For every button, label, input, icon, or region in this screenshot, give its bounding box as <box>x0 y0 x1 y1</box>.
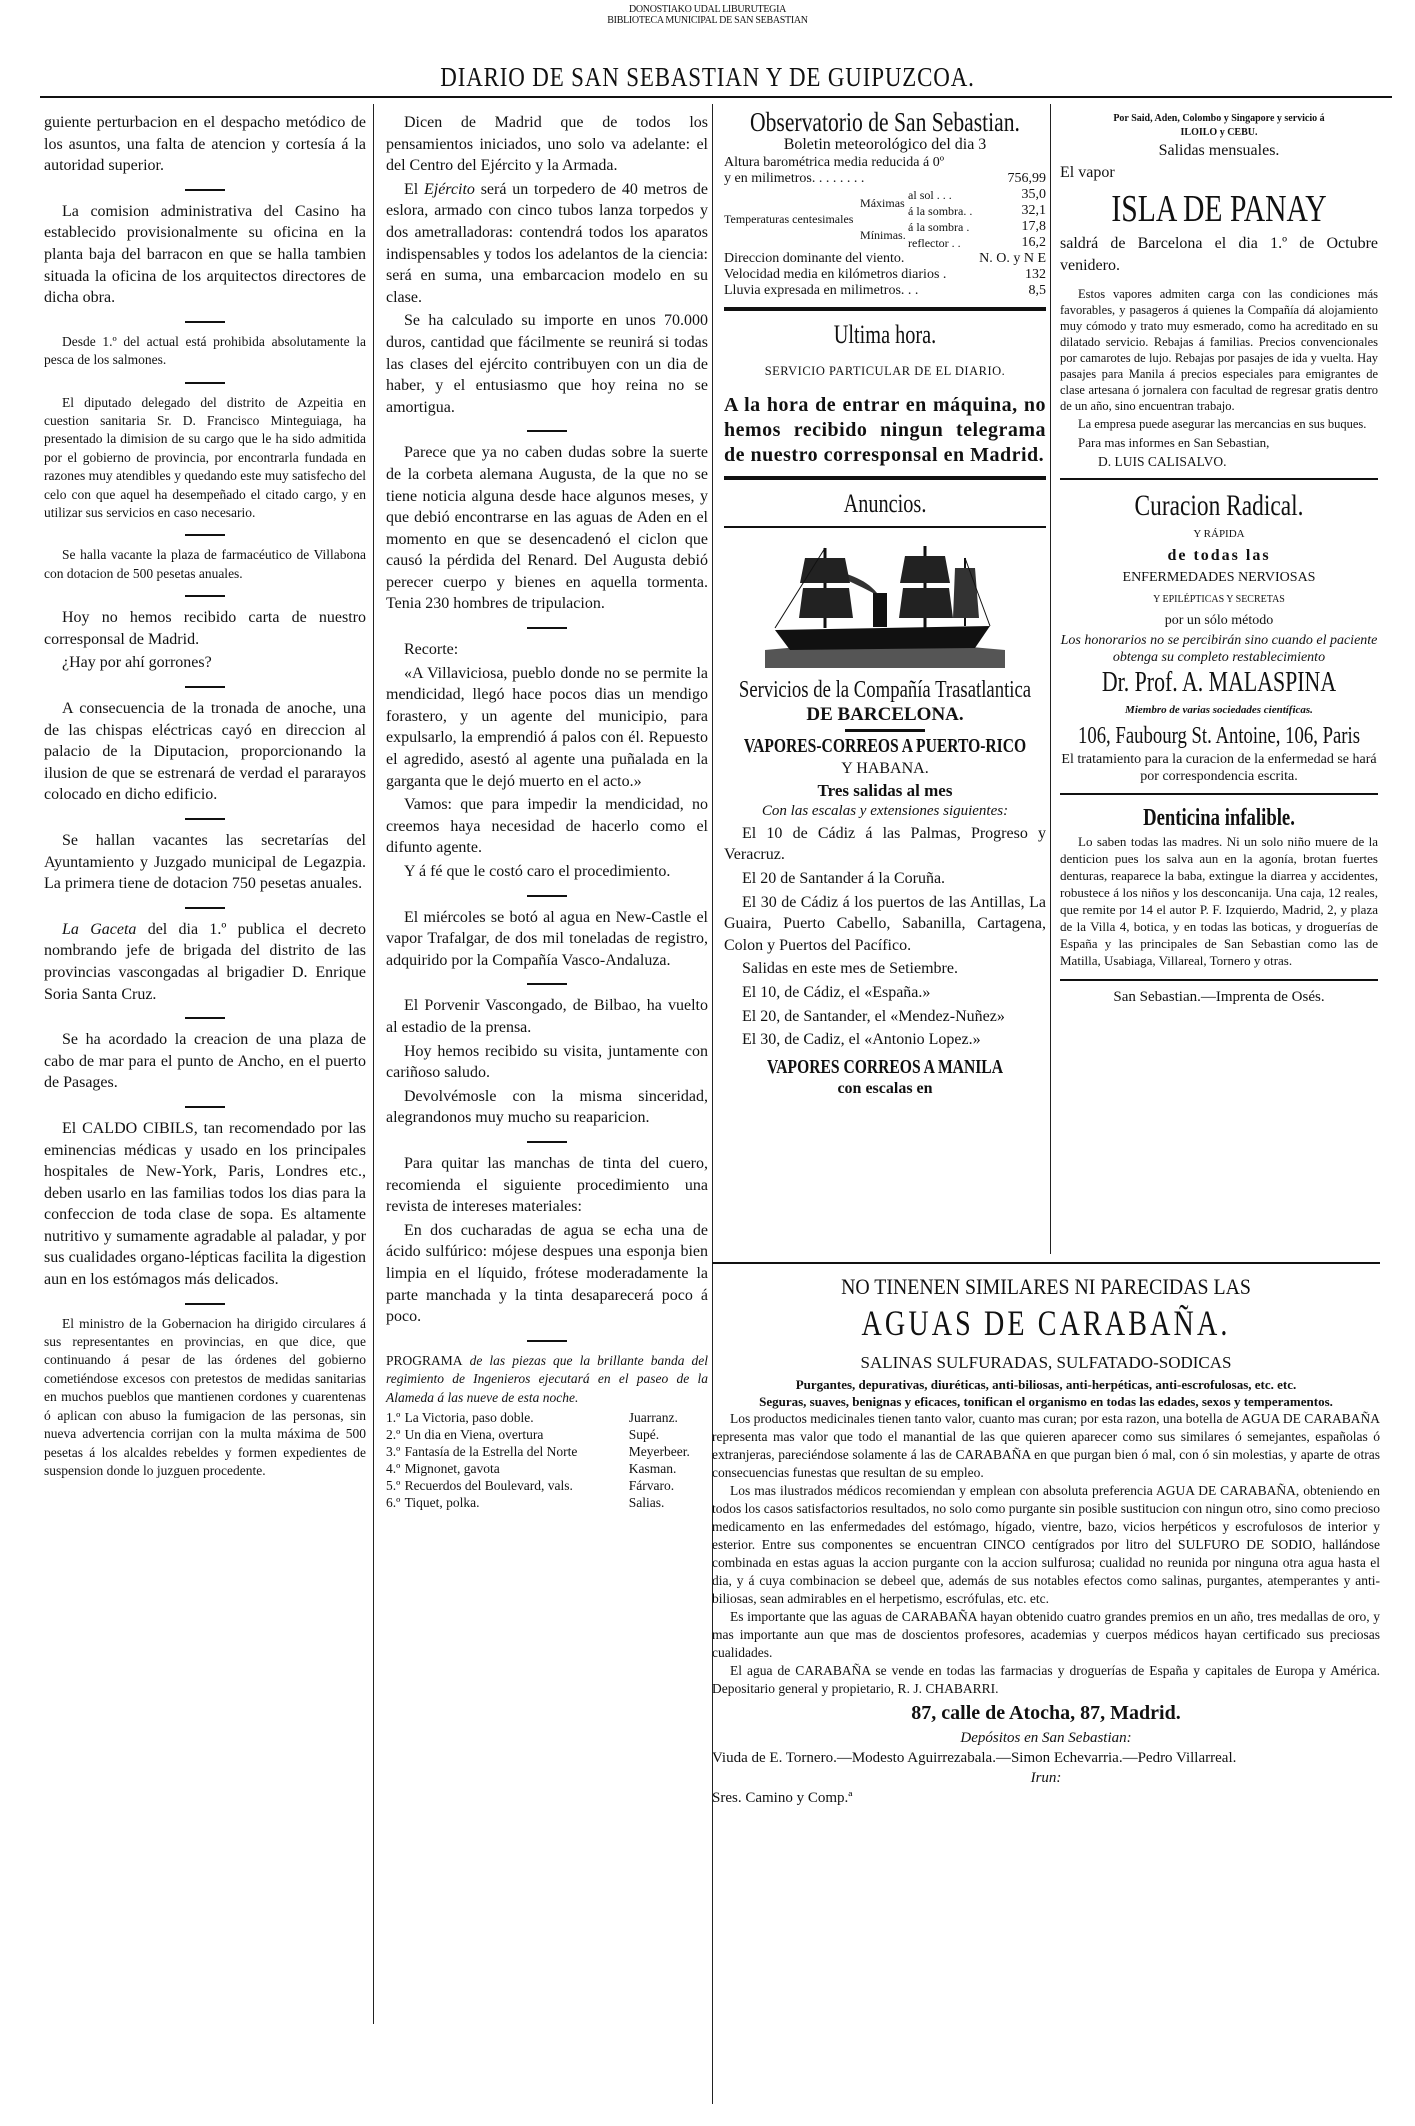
denticina-title: Denticina infalible. <box>1143 805 1295 832</box>
item-composer: Kasman. <box>628 1460 677 1476</box>
schedule-line: Salidas en este mes de Setiembre. <box>742 960 958 978</box>
separator <box>185 382 225 384</box>
separator <box>527 1141 567 1143</box>
steamship-illustration <box>765 538 1005 668</box>
item-piece: Recuerdos del Boulevard, vals. <box>404 1477 573 1493</box>
section-rule <box>724 476 1046 480</box>
denticina-text: Lo saben todas las madres. Ni un solo niño muere de la denticion pues los salva aun en la agonía, brotan fuertes denturas, reaparece la baba, extingue la diarrea y accidentes, robustece á los niños y los desconcanija. Una caja, 12 reales, que remite por 14 el autor P. F. Izquierdo, Madrid, 2, y plaza de la Villa 4, botica, y en todas las boticas, y droguerías de España y las principales de San Sebastian como las de Matilla, Usabiaga, Villareal, Tornero y otras. <box>1060 834 1378 969</box>
curacion-line: ENFERMEDADES NERVIOSAS <box>1122 569 1316 585</box>
aguas-carabana-ad <box>712 1272 1380 1808</box>
route-subtitle: Y HABANA. <box>841 759 929 777</box>
route-title: VAPORES-CORREOS A PUERTO-RICO <box>743 735 1027 758</box>
salidas-label: Tres salidas al mes <box>817 780 953 800</box>
article <box>44 919 366 1005</box>
article: Hoy hemos recibido su visita, juntamente con cariñoso saludo. <box>386 1042 708 1082</box>
item-number: 4.º <box>386 1460 401 1476</box>
column-1 <box>44 112 366 1482</box>
programa-list <box>386 1409 708 1511</box>
ad-title: AGUAS DE CARABAÑA. <box>861 1303 1231 1343</box>
observatorio-title: Observatorio de San Sebastian. <box>750 107 1020 137</box>
article: Hoy no hemos recibido carta de nuestro corresponsal de Madrid. <box>44 609 366 648</box>
column-4 <box>1060 112 1378 1009</box>
article: El CALDO CIBILS, tan recomendado por las eminencias médicas y usado en los principales hospitales de New-York, Paris, Londres etc., deben usarlo en las familias todos los dias para la confeccion de toda clase de sopa. Es altamente nutritivo y sumamente agradable al paladar, y por sus cualidades organo-lépticas facilita la digestion aun en los estómagos más delicados. <box>44 1119 366 1289</box>
manila-escalas: con escalas en <box>837 1080 933 1098</box>
separator <box>527 430 567 432</box>
separator <box>185 1106 225 1108</box>
column-2 <box>386 112 708 1511</box>
min-label: Mínimas. <box>860 228 906 243</box>
depositos-list: Viuda de E. Tornero.—Modesto Aguirrezabala.—Simon Echevarria.—Pedro Villarreal. <box>712 1750 1237 1766</box>
ad-text: Estos vapores admiten carga con las condiciones más favorables, y pasageros á quienes la Compañía dá alojamiento muy cómodo y trato muy esmerado, como ha acreditado en su dilatado servicio. Rebajas á familias. Precios convencionales por camarotes de lujo. Rebajas por pasajes de ida y vuelta. Hay pasajes para Manila á precios especiales para emigrantes de clase artesana ó jornalera con facultad de regresar gratis dentro de un año, sino encuentran trabajo. <box>1060 287 1378 414</box>
ad-headline: NO TINENEN SIMILARES NI PARECIDAS LAS <box>841 1274 1251 1299</box>
departure-info: saldrá de Barcelona el dia 1.º de Octubre venidero. <box>1060 235 1378 274</box>
article: El Porvenir Vascongado, de Bilbao, ha vuelto al estadio de la prensa. <box>386 997 708 1036</box>
ad-text: Es importante que las aguas de CARABAÑA hayan obtenido cuatro grandes premios en un año, tres medallas de oro, y mas importante aun que mas de doscientos profesores, academias y cuerpos médicos hayan certificado sus preciosas cualidades. <box>712 1609 1380 1660</box>
irun-list: Sres. Camino y Comp.ª <box>712 1790 853 1806</box>
barometer-value: 756,99 <box>1007 171 1046 187</box>
library-line-2: BIBLIOTECA MUNICIPAL DE SAN SEBASTIAN <box>607 15 808 26</box>
wind-value: N. O. y N E <box>979 251 1046 267</box>
curacion-line: por un sólo método <box>1164 613 1274 629</box>
ad-subtitle: SALINAS SULFURADAS, SULFATADO-SODICAS <box>860 1353 1232 1372</box>
separator <box>185 595 225 597</box>
article: Vamos: que para impedir la mendicidad, no creemos haya necesidad de hacerlo como el difunto agente. <box>386 796 708 857</box>
article: Parece que ya no caben dudas sobre la suerte de la corbeta alemana Augusta, de la que no se tiene noticia alguna desde hace algunos meses, y que debió encontrarse en las aguas de Aden en el momento en que se desencadenó el ciclon que causó la pérdida del Renard. Del Augusta debió perecer cuerpo y bienes en aquella tormenta. Tenia 230 hombres de tripulacion. <box>386 444 708 613</box>
ad-address: 87, calle de Atocha, 87, Madrid. <box>911 1702 1181 1724</box>
separator <box>185 907 225 909</box>
section-rule <box>724 307 1046 311</box>
speed-label: Velocidad media en kilómetros diarios . <box>724 267 947 283</box>
item-number: 1.º <box>386 1409 401 1425</box>
article: A consecuencia de la tronada de anoche, una de las chispas eléctricas cayó en direccion al palacio de la Diputacion, proporcionando la ilusion de que se estrenará de verdad el pararayos colocado en dicho edificio. <box>44 700 366 804</box>
barometer-label: y en milimetros. . . . . . . . <box>724 171 865 187</box>
schedule-line: El 20, de Santander, el «Mendez-Nuñez» <box>742 1007 1005 1025</box>
article: Se hallan vacantes las secretarías del Ayuntamiento y Juzgado municipal de Legazpia. La primera tiene de dotacion 750 pesetas anuales. <box>44 831 366 893</box>
barometer-label: Altura barométrica media reducida á 0º <box>724 155 945 171</box>
section-rule <box>1060 793 1378 795</box>
ad-text: Los mas ilustrados médicos recomiendan y emplean con absoluta preferencia AGUA DE CARABAÑA, obteniendo en todos los casos satisfactorios resultados, no solo como purgante sin posible sustitucion con ningun otro, sino como precioso medicamento en las enfermedades del estómago, hígado, vientre, bazo, vicios herpéticos y escrofulosos de interior y esterior. Entre sus componentes se encuentran CINCO centígrados por litro del SULFURO DE SODIO, hallándose combinada en estas aguas la accion purgante con la accion sulfurosa; cualidad no reunida por ninguna otra agua hasta el dia, y á cuya combinacion se debeel que, además de sus notables efectos como salinas, purgantes, atemperantes y anti-biliosas, sean admirables en el herpetismo, escrófulas, etc. etc. <box>712 1483 1380 1606</box>
route-destination: ILOILO y CEBU. <box>1180 127 1258 138</box>
article: Se halla vacante la plaza de farmacéutico de Villabona con dotacion de 500 pesetas anuales. <box>44 547 366 581</box>
ultima-hora-news: A la hora de entrar en máquina, no hemos recibido ningun telegrama de nuestro corresponsal en Madrid. <box>724 393 1046 466</box>
item-composer: Salias. <box>628 1494 665 1510</box>
escalas-label: Con las escalas y extensiones siguientes: <box>761 803 1009 820</box>
rain-value: 8,5 <box>1028 283 1046 299</box>
item-composer: Juarranz. <box>628 1409 678 1425</box>
doctor-address: 106, Faubourg St. Antoine, 106, Paris <box>1077 723 1361 750</box>
separator <box>185 321 225 323</box>
curacion-line: Los honorarios no se percibirán sino cuando el paciente obtenga su completo restablecimiento <box>1060 632 1378 665</box>
schedule-line: El 20 de Santander á la Coruña. <box>742 869 946 887</box>
programa-title: PROGRAMA <box>386 1352 463 1368</box>
article-text: del dia 1.º publica el decreto nombrando jefe de brigada del distrito de las provincias vascongadas al brigadier D. Enrique Soria Santa Cruz. <box>44 920 366 1003</box>
section-rule <box>1060 979 1378 981</box>
imprenta: San Sebastian.—Imprenta de Osés. <box>1113 989 1325 1006</box>
monthly-departures: Salidas mensuales. <box>1158 142 1280 159</box>
speed-value: 132 <box>1025 267 1046 283</box>
item-composer: Supé. <box>628 1426 660 1442</box>
sun-value: 35,0 <box>1021 187 1046 203</box>
separator <box>185 189 225 191</box>
item-number: 6.º <box>386 1494 401 1510</box>
separator <box>527 627 567 629</box>
programa-item <box>386 1460 708 1477</box>
item-composer: Meyerbeer. <box>628 1443 690 1459</box>
item-composer: Fárvaro. <box>628 1477 675 1493</box>
gaceta-title: La Gaceta <box>62 920 137 938</box>
schedule-line: El 30, de Cadiz, el «Antonio Lopez.» <box>742 1031 981 1049</box>
article: Y á fé que le costó caro el procedimiento. <box>404 863 671 880</box>
newspaper-masthead: DIARIO DE SAN SEBASTIAN Y DE GUIPUZCOA. <box>440 62 975 92</box>
article: Se ha calculado su importe en unos 70.000 duros, cantidad que fácilmente se reunirá si todas las clases del ejército contribuyen con un dia de haber, y el entusiasmo que hoy reina no se amortigua. <box>386 312 708 416</box>
separator <box>527 1340 567 1342</box>
separator <box>185 818 225 820</box>
programa-item <box>386 1477 708 1494</box>
article: Desde 1.º del actual está prohibida absolutamente la pesca de los salmones. <box>44 333 366 368</box>
curacion-line: de todas las <box>1167 547 1271 565</box>
programa-text: de las piezas que la brillante banda del regimiento de Ingenieros ejecutará en el paseo de la Alameda á las nueve de esta noche. <box>386 1352 708 1405</box>
depositos-label: Depósitos en San Sebastian: <box>960 1730 1132 1746</box>
manila-route: VAPORES CORREOS A MANILA <box>767 1055 1003 1078</box>
programa-item <box>386 1426 708 1443</box>
programa-item <box>386 1409 708 1426</box>
shade-min-value: 17,8 <box>1021 219 1046 235</box>
doctor-credentials: Miembro de varias sociedades científicas. <box>1125 703 1313 716</box>
ad-text: El agua de CARABAÑA se vende en todas las farmacias y droguerías de España y capitales de Europa y América. Depositario general y propietario, R. J. CHABARRI. <box>712 1663 1380 1696</box>
separator <box>185 686 225 688</box>
doctor-name: Dr. Prof. A. MALASPINA <box>1101 666 1337 698</box>
curacion-line: El tratamiento para la curacion de la enfermedad se hará por correspondencia escrita. <box>1061 752 1377 785</box>
library-stamp <box>0 4 1415 26</box>
schedule-line: El 10, de Cádiz, el «España.» <box>742 983 931 1001</box>
item-number: 5.º <box>386 1477 401 1493</box>
item-piece: Tiquet, polka. <box>404 1494 480 1510</box>
weather-table <box>724 155 1046 299</box>
article: Dicen de Madrid que de todos los pensamientos iniciados, uno solo va adelante: el del Centro del Ejército y la Armada. <box>386 114 708 175</box>
article: «A Villaviciosa, pueblo donde no se permite la mendicidad, llegó hace pocos dias un mendigo forastero, y un agente del municipio, para expulsarlo, la emprendió á palos con él. Repuesto el agredido, asestó al agente una puñalada en la garganta que le dejó muerto en el acto.» <box>386 664 708 790</box>
reflector-label: reflector . . <box>908 236 961 251</box>
article-text: será un torpedero de 40 metros de eslora, armado con cinco tubos lanza torpedos y dos ametralladoras: contendrá todos los aparatos indispensables y todos los adelantos de la ciencia: será en suma, una embarcacion modelo en su clase. <box>386 180 709 306</box>
ad-text: La empresa puede asegurar las mercancias en sus buques. <box>1078 417 1367 432</box>
item-number: 2.º <box>386 1426 401 1442</box>
article: Para quitar las manchas de tinta del cuero, recomienda el siguiente procedimiento una revista de intereses materiales: <box>386 1154 708 1216</box>
ad-properties: Purgantes, depurativas, diuréticas, anti-biliosas, anti-herpéticas, anti-escrofulosas, etc. etc. <box>795 1377 1297 1392</box>
schedule-line: El 30 de Cádiz á los puertos de las Antillas, La Guaira, Puerto Cabello, Sabanilla, Cartagena, Colon y Puertos del Pacífico. <box>724 893 1046 954</box>
ship-name: ISLA DE PANAY <box>1111 188 1327 231</box>
observatorio-section <box>724 107 1046 299</box>
observatorio-subtitle: Boletin meteorológico del dia 3 <box>783 135 987 153</box>
programa-intro <box>386 1352 708 1407</box>
programa-item <box>386 1443 708 1460</box>
programa-item <box>386 1494 708 1511</box>
article: La comision administrativa del Casino ha establecido provisionalmente su oficina en la planta baja del barracon en que se halla tambien situada la oficina de los arquitectos directores de dicha obra. <box>44 202 366 307</box>
vapor-label: El vapor <box>1060 163 1115 181</box>
route-ports: Por Said, Aden, Colombo y Singapore y servicio á <box>1113 113 1325 124</box>
wind-label: Direccion dominante del viento. <box>724 251 905 267</box>
separator <box>527 983 567 985</box>
article: El diputado delegado del distrito de Azpeitia en cuestion sanitaria Sr. D. Francisco Minteguiaga, ha presentado la dimision de su cargo que le ha sido admitida por el gobierno de provincia, por encontrarla fundada en razones muy atendibles y quedando este muy satisfecho del celo con que aquel ha desempeñado el citado cargo, y en utilizar sus servicios en caso necesario. <box>44 394 366 520</box>
irun-label: Irun: <box>1030 1770 1062 1786</box>
article: El ministro de la Gobernacion ha dirigido circulares á sus representantes en provincias, en que dice, que continuando á pesar de las órdenes del gobierno cometiéndose excesos con pretestos de medidas sanitarias en muchos pueblos que mantienen cordones y cuarentenas ó aplican con abuso la fumigacion de las personas, sin nueva advertencia corrijan con la multa máxima de 500 pesetas á los alcaldes rebeldes y formen expedientes de suspension donde lo juzguen procedente. <box>44 1315 366 1478</box>
ultima-hora-title: Ultima hora. <box>833 320 937 350</box>
anuncios-title: Anuncios. <box>843 488 927 518</box>
item-number: 3.º <box>386 1443 401 1459</box>
max-label: Máximas <box>860 196 905 211</box>
article <box>386 179 708 309</box>
reflector-value: 16,2 <box>1021 235 1046 251</box>
curacion-title: Curacion Radical. <box>1134 488 1304 522</box>
shade-max-value: 32,1 <box>1021 203 1046 219</box>
library-line-1: DONOSTIAKO UDAL LIBURUTEGIA <box>628 4 787 15</box>
column-3 <box>724 107 1046 1100</box>
sun-label: al sol . . . <box>908 188 952 203</box>
header-rule <box>40 96 1392 98</box>
section-rule <box>1060 478 1378 480</box>
ad-text: Los productos medicinales tienen tanto valor, cuanto mas curan; por esta razon, una botella de AGUA DE CARABAÑA representa mas valor que todo el manantial de las que quieren aparecer como sus similares ó semejantes, españolas ó extranjeras, pareciéndose solamente á las de CARABAÑA en que purgan bien ó mal, con ó sin molestias, y aparte de otras consecuencias funestas que resultan de su empleo. <box>712 1411 1380 1480</box>
article-text: El <box>404 180 424 198</box>
section-rule <box>712 1262 1380 1264</box>
item-piece: La Victoria, paso doble. <box>404 1409 534 1425</box>
rain-label: Lluvia expresada en milimetros. . . <box>724 283 919 299</box>
article: guiente perturbacion en el despacho metódico de los asuntos, una falta de atencion y cortesía á la autoridad superior. <box>44 114 366 175</box>
article: Se ha acordado la creacion de una plaza de cabo de mar para el punto de Ancho, en el puerto de Pasages. <box>44 1031 366 1092</box>
item-piece: Mignonet, gavota <box>404 1460 500 1476</box>
separator <box>185 1017 225 1019</box>
service-label: SERVICIO PARTICULAR DE EL DIARIO. <box>764 364 1006 379</box>
curacion-line: Y RÁPIDA <box>1193 527 1245 540</box>
curacion-line: Y EPILÉPTICAS Y SECRETAS <box>1153 593 1285 605</box>
shade-max-label: á la sombra. . <box>908 204 973 219</box>
item-piece: Un dia en Viena, overtura <box>404 1426 544 1442</box>
company-name: Servicios de la Compañía Trasatlantica <box>738 676 1032 703</box>
agent-name: D. LUIS CALISALVO. <box>1098 454 1227 470</box>
schedule-line: El 10 de Cádiz á las Palmas, Progreso y Veracruz. <box>724 824 1046 864</box>
temperature-label: Temperaturas centesimales <box>724 212 854 227</box>
ornament <box>845 729 925 732</box>
ad-text: Para mas informes en San Sebastian, <box>1078 435 1270 451</box>
article: ¿Hay por ahí gorrones? <box>62 654 212 672</box>
ad-qualities: Seguras, suaves, benignas y eficaces, tonifican el organismo en todas las edades, sexos y temperamentos. <box>759 1394 1333 1409</box>
separator <box>185 1303 225 1305</box>
ship-name: Ejército <box>423 180 475 198</box>
separator <box>527 895 567 897</box>
item-piece: Fantasía de la Estrella del Norte <box>404 1443 578 1459</box>
shade-min-label: á la sombra . <box>908 220 970 235</box>
section-rule <box>724 526 1046 528</box>
article: En dos cucharadas de agua se echa una de ácido sulfúrico: mójese despues una esponja bien limpia en el líquido, frótese moderadamente la parte manchada y la tinta desaparecerá poco á poco. <box>386 1221 708 1326</box>
company-city: DE BARCELONA. <box>806 703 964 725</box>
article: El miércoles se botó al agua en New-Castle el vapor Trafalgar, de dos mil toneladas de registro, adquirido por la Compañía Vasco-Andaluza. <box>386 908 708 969</box>
article: Recorte: <box>404 641 459 659</box>
article: Devolvémosle con la misma sinceridad, alegrandonos muy mucho su reaparicion. <box>386 1087 708 1127</box>
column-divider <box>373 104 374 2024</box>
separator <box>185 534 225 536</box>
